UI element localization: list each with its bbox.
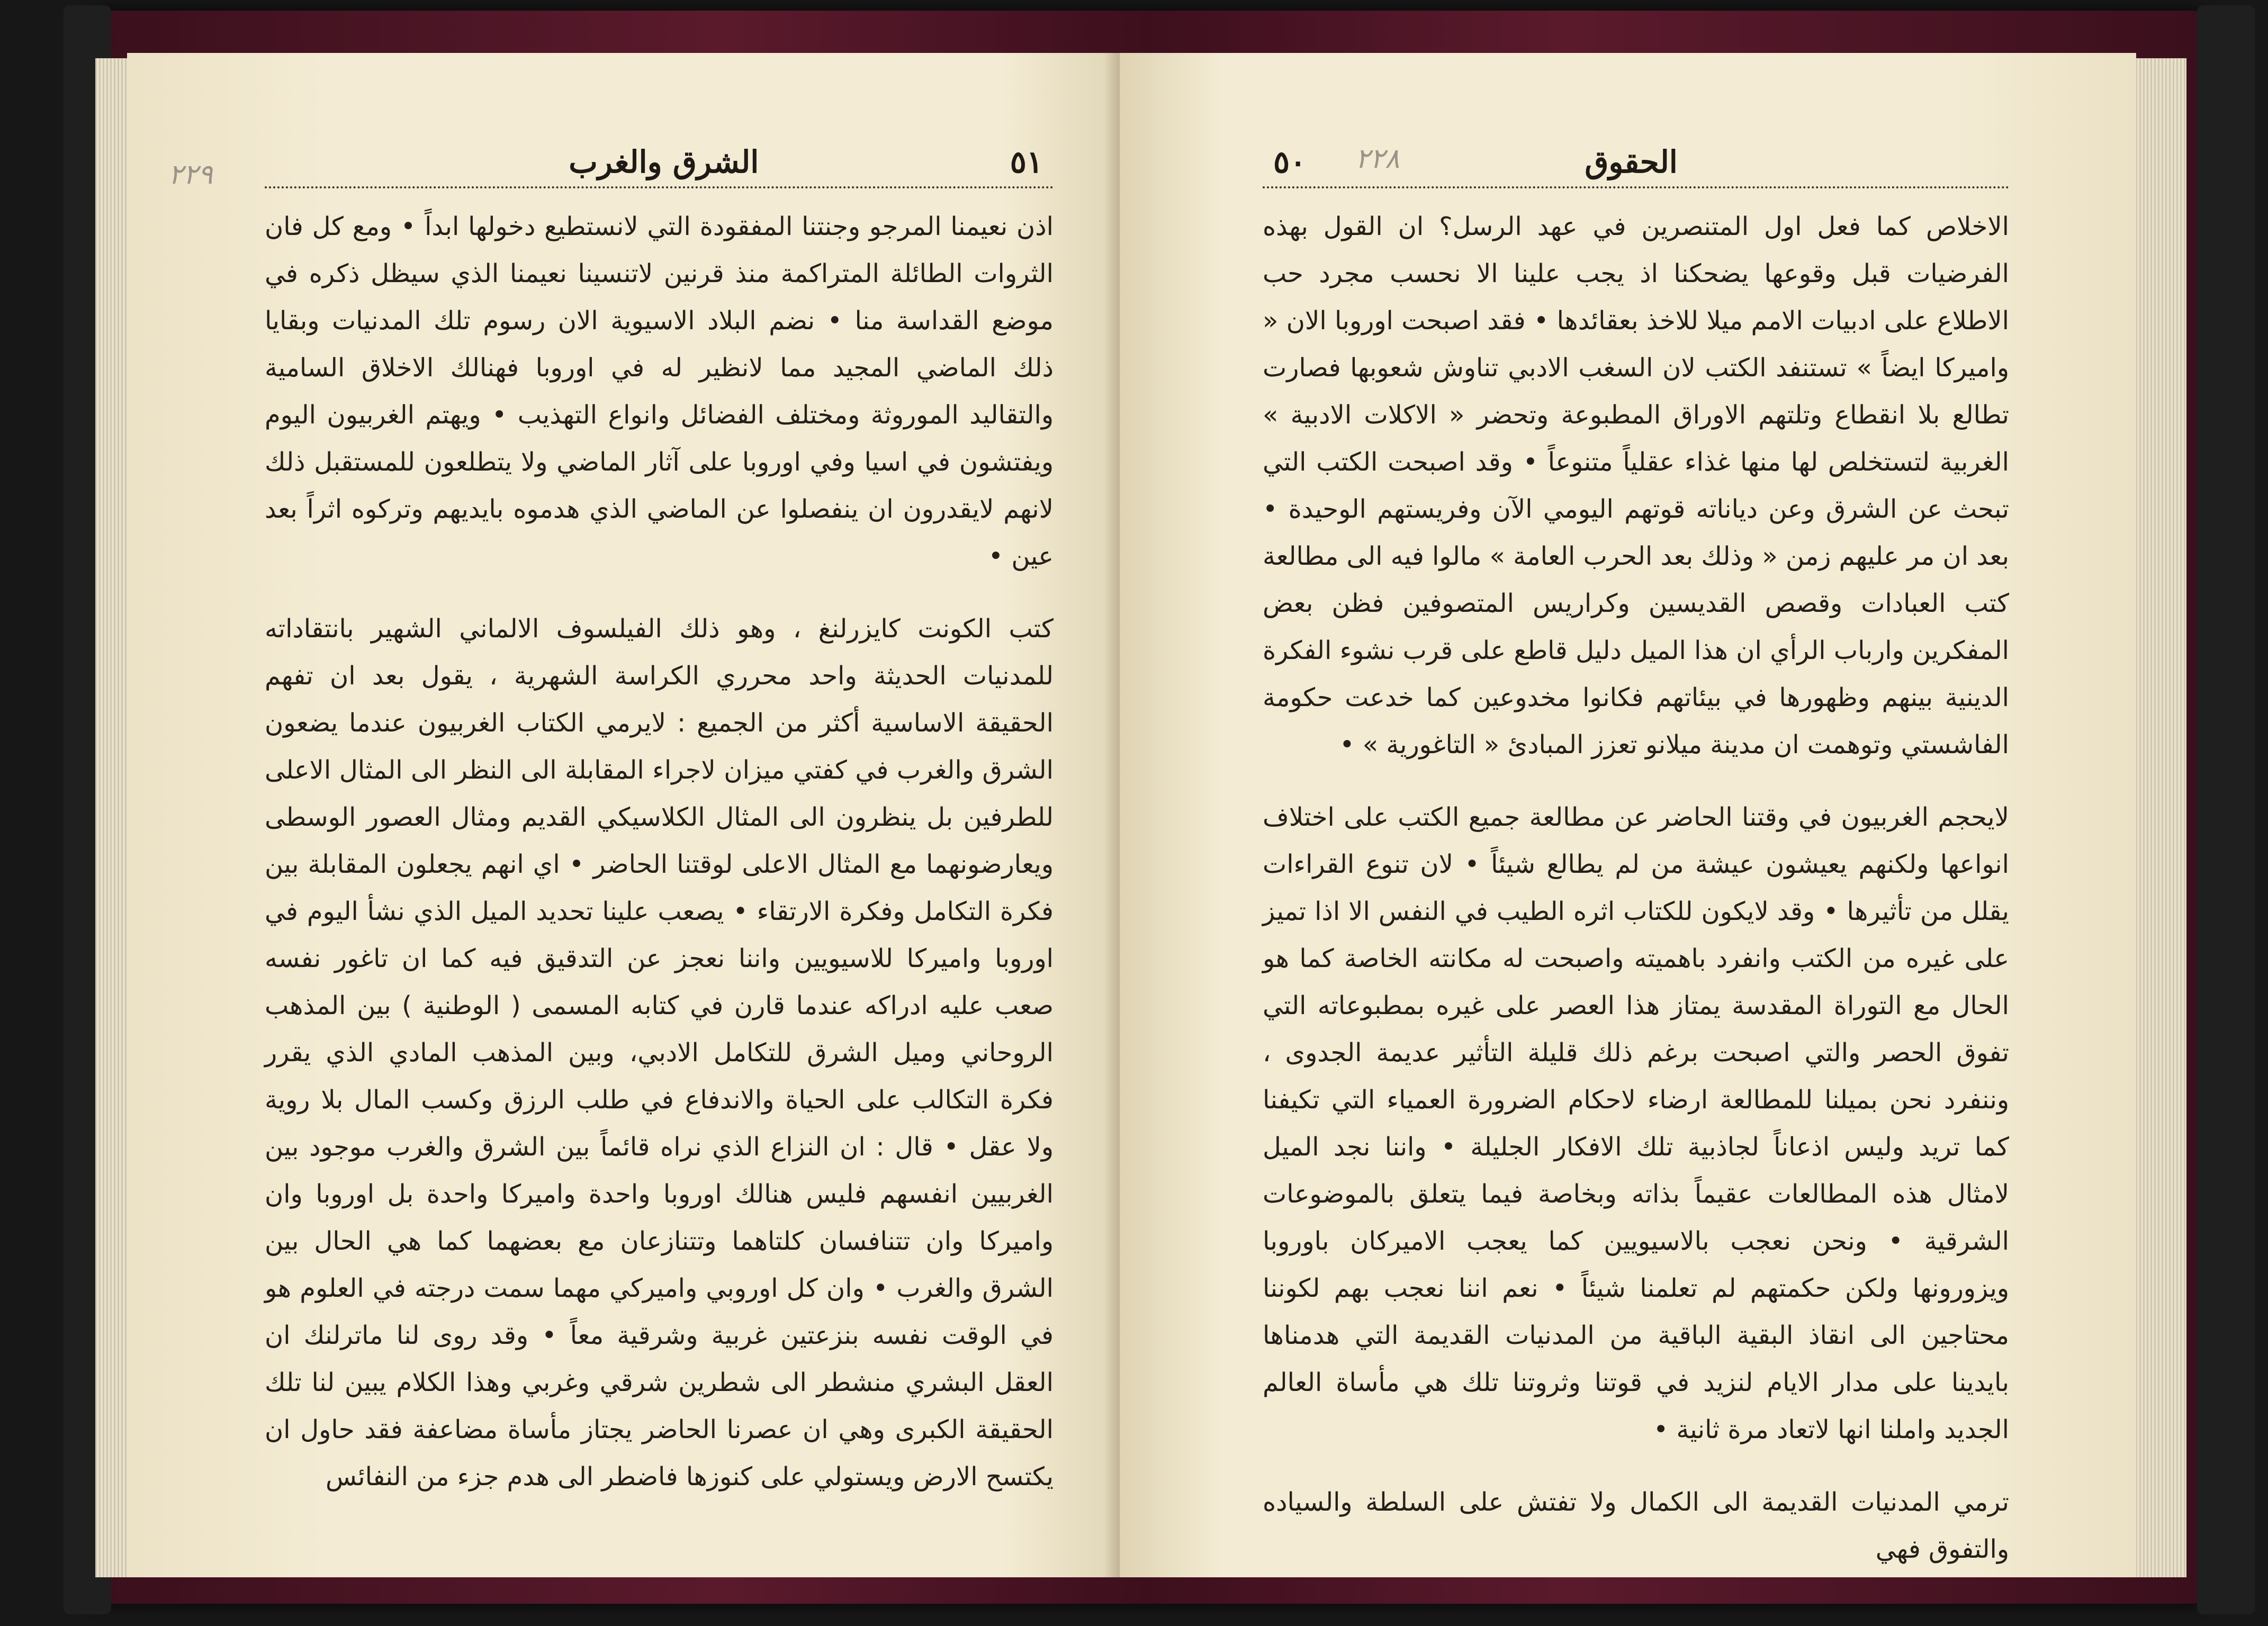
left-pencil-annotation: ٢٢٩ (168, 159, 213, 191)
cover-spine-right (2197, 5, 2255, 1614)
right-paragraph-3: ترمي المدنيات القديمة الى الكمال ولا تفتش على السلطة والسياده والتفوق فهي (1263, 1487, 2009, 1564)
right-paragraph-2: لايحجم الغربيون في وقتنا الحاضر عن مطالعة جميع الكتب على اختلاف انواعها ولكنهم يعيشون عيشة من لم يطالع شيئاً • لان تنوع القراءات يقلل من تأثيرها • وقد لايكون للكتاب اثره الطيب في النفس الا اذا تميز على غيره من الكتب وانفرد باهميته واصبحت له مكانته الخاصة كما هو الحال مع التوراة المقدسة يمتاز هذا العصر على غيره بمطبوعاته التي تفوق الحصر والتي اصبحت برغم ذلك قليلة التأثير عديمة الجدوى ، وننفرد نحن بميلنا للمطالعة ارضاء لاحكام الضرورة العمياء التي تكيفنا كما تريد وليس اذعاناً لجاذبية تلك الافكار الجليلة • واننا نجد الميل لامثال هذه المطالعات عقيماً بذاته وبخاصة فيما يتعلق بالموضوعات الشرقية • ونحن نعجب بالاسيويين كما يعجب الاميركان باوروبا ويزورونها ولكن حكمتهم لم تعلمنا شيئاً • نعم اننا نعجب بهم لكوننا محتاجين الى انقاذ البقية الباقية من المدنيات القديمة التي هدمناها بايدينا على مدار الايام لنزيد في قوتنا وثروتنا تلك هي مأساة العالم الجديد واملنا انها لاتعاد مرة ثانية • (1263, 802, 2009, 1444)
right-body-text (1263, 203, 2009, 1573)
left-paragraph-2: كتب الكونت كايزرلنغ ، وهو ذلك الفيلسوف الالماني الشهير بانتقاداته للمدنيات الحديثة واحد محرري الكراسة الشهرية ، يقول بعد ان تفهم الحقيقة الاساسية أكثر من الجميع : لايرمي الكتاب الغربيون عندما يضعون الشرق والغرب في كفتي ميزان لاجراء المقابلة الى النظر الى المثال الاعلى للطرفين بل ينظرون الى المثال الكلاسيكي القديم ومثال العصور الوسطى ويعارضونهما مع المثال الاعلى لوقتنا الحاضر • اي انهم يجعلون المقابلة بين فكرة التكامل وفكرة الارتقاء • يصعب علينا تحديد الميل الذي نشأ اليوم في اوروبا واميركا للاسيويين واننا نعجز عن التدقيق فيه كما ان تاغور نفسه صعب عليه ادراكه عندما قارن في كتابه المسمى ( الوطنية ) بين المذهب الروحاني وميل الشرق للتكامل الادبي، وبين المذهب المادي الذي يقرر فكرة التكالب على الحياة والاندفاع في طلب الرزق وكسب المال بلا روية ولا عقل • قال : ان النزاع الذي نراه قائماً بين الشرق والغرب موجود بين الغربيين انفسهم فليس هنالك اوروبا واحدة واميركا واحدة بل اوروبا وان واميركا وان تتنافسان كلتاهما وتتنازعان مع بعضهما كما هي الحال بين الشرق والغرب • وان كل اوروبي واميركي مهما سمت درجته في العلوم هو في الوقت نفسه بنزعتين غربية وشرقية معاً • وقد روى لنا ماترلنك ان العقل البشري منشطر الى شطرين شرقي وغربي وهذا الكلام يبين لنا تلك الحقيقة الكبرى وهي ان عصرنا الحاضر يجتاز مأساة مضاعفة فقد حاول ان يكتسح الارض ويستولي على كنوزها فاضطر الى هدم جزء من النفائس (265, 614, 1054, 1492)
right-page-number: ٥٠ (1273, 144, 1307, 180)
left-page-number: ٥١ (1010, 144, 1043, 180)
left-header-title: الشرق والغرب (569, 144, 759, 180)
left-paragraph-1: اذن نعيمنا المرجو وجنتنا المفقودة التي لانستطيع دخولها ابداً • ومع كل فان الثروات الطائلة المتراكمة منذ قرنين لاتنسينا نعيمنا الذي سيظل ذكره في موضع القداسة منا • نضم البلاد الاسيوية الان رسوم تلك المدنيات وبقايا ذلك الماضي المجيد مما لانظير له في اوروبا فهنالك الاخلاق السامية والتقاليد الموروثة ومختلف الفضائل وانواع التهذيب • ويهتم الغربيون اليوم ويفتشون في اسيا وفي اوروبا على آثار الماضي ولا يتطلعون للمستقبل ذلك لانهم لايقدرون ان ينفصلوا عن الماضي الذي هدموه بايديهم وتركوه اثراً بعد عين • (265, 212, 1054, 571)
left-body-text (265, 203, 1054, 1501)
left-header-rule (265, 186, 1054, 188)
page-edges-right (2134, 58, 2186, 1577)
right-header-title: الحقوق (1585, 144, 1678, 180)
right-paragraph-1: الاخلاص كما فعل اول المتنصرين في عهد الرسل؟ ان القول بهذه الفرضيات قبل وقوعها يضحكنا اذ يجب علينا الا نحسب مجرد حب الاطلاع على ادبيات الامم ميلا للاخذ بعقائدها • فقد اصبحت اوروبا الان « واميركا ايضاً » تستنفد الكتب لان السغب الادبي تناوش شعوبها فصارت تطالع بلا انقطاع وتلتهم الاوراق المطبوعة وتحضر « الاكلات الادبية » الغربية لتستخلص لها منها غذاء عقلياً متنوعاً • وقد اصبحت الكتب التي تبحث عن الشرق وعن دياناته قوتهم اليومي الآن وفريستهم الوحيدة • بعد ان مر عليهم زمن « وذلك بعد الحرب العامة » مالوا فيه الى مطالعة كتب العبادات وقصص القديسين وكراريس المتصوفين فظن بعض المفكرين وارباب الرأي ان هذا الميل دليل قاطع على قرب نشوء الفكرة الدينية بينهم وظهورها في بيئاتهم فكانوا مخدوعين كما خدعت حكومة الفاشستي وتوهمت ان مدينة ميلانو تعزز المبادئ « التاغورية » • (1263, 212, 2009, 760)
right-pencil-annotation: ٢٢٨ (1355, 143, 1400, 175)
right-header-rule (1263, 186, 2009, 188)
left-page (127, 53, 1122, 1577)
left-running-head (265, 122, 1054, 180)
right-page (1120, 53, 2136, 1577)
